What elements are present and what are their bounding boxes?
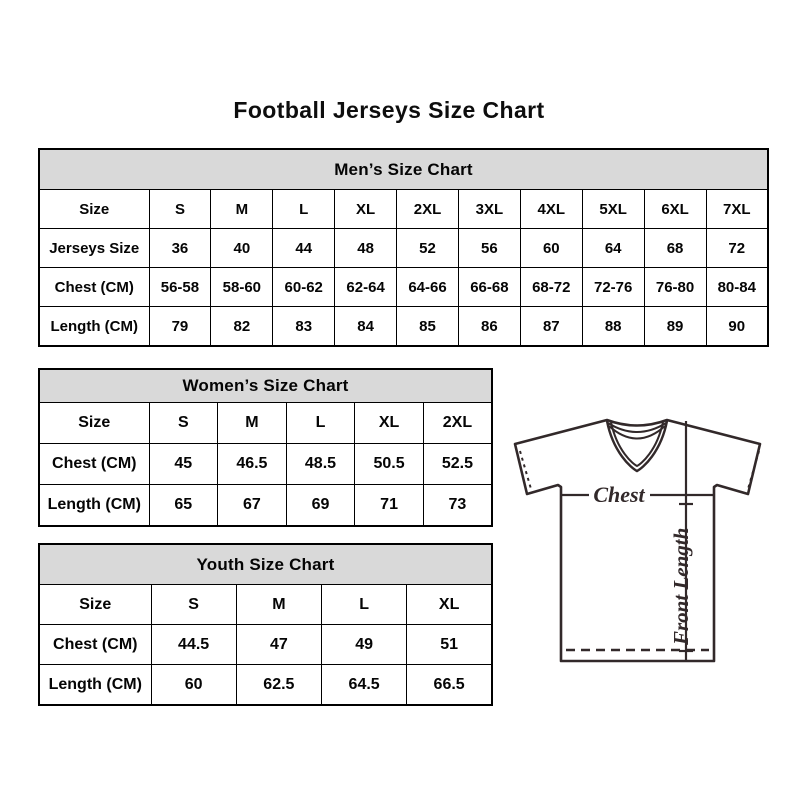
value-cell: 68 xyxy=(644,229,706,268)
value-cell: 60 xyxy=(151,665,236,706)
value-cell: 44 xyxy=(273,229,335,268)
table-row xyxy=(39,268,768,307)
value-cell: 4XL xyxy=(520,190,582,229)
value-cell: 84 xyxy=(335,307,397,347)
value-cell: 40 xyxy=(211,229,273,268)
value-cell: 67 xyxy=(218,485,287,527)
row-label-cell: Chest (CM) xyxy=(39,268,149,307)
value-cell: 50.5 xyxy=(355,444,424,485)
youth-size-table xyxy=(38,543,493,706)
value-cell: S xyxy=(149,190,211,229)
value-cell: 64 xyxy=(582,229,644,268)
table-row xyxy=(39,665,492,706)
value-cell: 49 xyxy=(322,625,407,665)
value-cell: L xyxy=(273,190,335,229)
row-label-cell: Jerseys Size xyxy=(39,229,149,268)
chest-label: Chest xyxy=(593,482,645,507)
row-label-cell: Length (CM) xyxy=(39,307,149,347)
table-title-band: Men’s Size Chart xyxy=(39,149,768,190)
value-cell: 71 xyxy=(355,485,424,527)
value-cell: 5XL xyxy=(582,190,644,229)
table-row xyxy=(39,485,492,527)
value-cell: S xyxy=(149,403,218,444)
value-cell: 45 xyxy=(149,444,218,485)
value-cell: 66-68 xyxy=(458,268,520,307)
value-cell: XL xyxy=(335,190,397,229)
womens-size-table xyxy=(38,368,493,527)
value-cell: 3XL xyxy=(458,190,520,229)
mens-size-table xyxy=(38,148,769,347)
page-title: Football Jerseys Size Chart xyxy=(233,97,545,123)
value-cell: XL xyxy=(407,585,492,625)
jersey-measurement-diagram xyxy=(502,398,777,670)
table-title-band: Youth Size Chart xyxy=(39,544,492,585)
value-cell: 58-60 xyxy=(211,268,273,307)
value-cell: M xyxy=(211,190,273,229)
value-cell: 62.5 xyxy=(236,665,321,706)
value-cell: 80-84 xyxy=(706,268,768,307)
value-cell: 48.5 xyxy=(286,444,355,485)
value-cell: L xyxy=(322,585,407,625)
value-cell: 6XL xyxy=(644,190,706,229)
table-row xyxy=(39,190,768,229)
value-cell: 48 xyxy=(335,229,397,268)
value-cell: 44.5 xyxy=(151,625,236,665)
value-cell: 64-66 xyxy=(397,268,459,307)
row-label-cell: Size xyxy=(39,585,151,625)
value-cell: 46.5 xyxy=(218,444,287,485)
value-cell: 69 xyxy=(286,485,355,527)
value-cell: 90 xyxy=(706,307,768,347)
row-label-cell: Chest (CM) xyxy=(39,444,149,485)
table-row xyxy=(39,444,492,485)
value-cell: 72-76 xyxy=(582,268,644,307)
row-label-cell: Chest (CM) xyxy=(39,625,151,665)
value-cell: 56 xyxy=(458,229,520,268)
value-cell: 2XL xyxy=(423,403,492,444)
value-cell: 66.5 xyxy=(407,665,492,706)
value-cell: 85 xyxy=(397,307,459,347)
value-cell: 51 xyxy=(407,625,492,665)
value-cell: 56-58 xyxy=(149,268,211,307)
table-row xyxy=(39,307,768,347)
value-cell: M xyxy=(236,585,321,625)
value-cell: 65 xyxy=(149,485,218,527)
table-row xyxy=(39,403,492,444)
value-cell: M xyxy=(218,403,287,444)
value-cell: 7XL xyxy=(706,190,768,229)
jersey-outline xyxy=(515,420,760,661)
value-cell: 79 xyxy=(149,307,211,347)
value-cell: 83 xyxy=(273,307,335,347)
value-cell: 52 xyxy=(397,229,459,268)
value-cell: 60 xyxy=(520,229,582,268)
value-cell: XL xyxy=(355,403,424,444)
table-row xyxy=(39,585,492,625)
table-title-row xyxy=(39,149,768,190)
value-cell: S xyxy=(151,585,236,625)
value-cell: L xyxy=(286,403,355,444)
value-cell: 82 xyxy=(211,307,273,347)
row-label-cell: Size xyxy=(39,190,149,229)
value-cell: 62-64 xyxy=(335,268,397,307)
table-title-band: Women’s Size Chart xyxy=(39,369,492,403)
value-cell: 86 xyxy=(458,307,520,347)
value-cell: 2XL xyxy=(397,190,459,229)
value-cell: 72 xyxy=(706,229,768,268)
front-length-label: Front Length xyxy=(669,527,693,645)
value-cell: 89 xyxy=(644,307,706,347)
value-cell: 36 xyxy=(149,229,211,268)
value-cell: 88 xyxy=(582,307,644,347)
row-label-cell: Size xyxy=(39,403,149,444)
table-title-row xyxy=(39,369,492,403)
value-cell: 60-62 xyxy=(273,268,335,307)
value-cell: 64.5 xyxy=(322,665,407,706)
value-cell: 52.5 xyxy=(423,444,492,485)
table-title-row xyxy=(39,544,492,585)
value-cell: 87 xyxy=(520,307,582,347)
table-row xyxy=(39,625,492,665)
row-label-cell: Length (CM) xyxy=(39,665,151,706)
value-cell: 73 xyxy=(423,485,492,527)
value-cell: 68-72 xyxy=(520,268,582,307)
value-cell: 76-80 xyxy=(644,268,706,307)
row-label-cell: Length (CM) xyxy=(39,485,149,527)
table-row xyxy=(39,229,768,268)
value-cell: 47 xyxy=(236,625,321,665)
